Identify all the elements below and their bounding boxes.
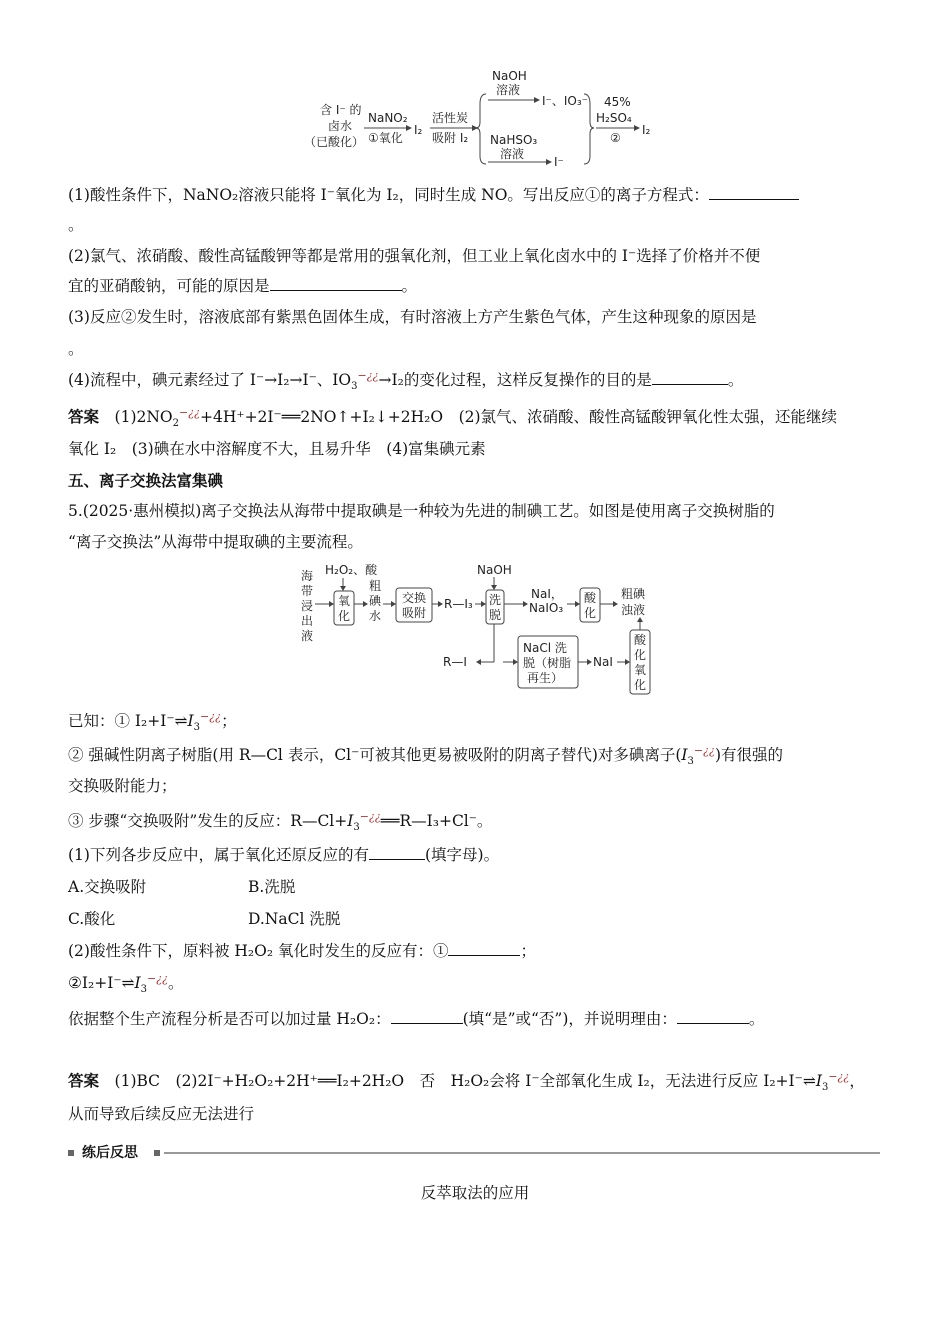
- q1-answer-label: 答案: [68, 407, 100, 426]
- flow2-exchange-1: 交换: [402, 591, 427, 605]
- q5-sub3: [68, 1008, 764, 1030]
- q5-known1-end: ；: [221, 712, 237, 730]
- flow2-nacl-2: 脱（树脂: [523, 656, 572, 670]
- flow2-ri: R—I: [443, 655, 467, 669]
- flow2-arrowhead-k: [625, 659, 630, 665]
- q1-answer-sup: −¿¿: [179, 405, 201, 419]
- flow2-nacl-1: NaCl 洗: [523, 641, 567, 655]
- flow2-arrowhead-a: [329, 601, 334, 607]
- q5-sub3-blank2[interactable]: [677, 1009, 749, 1024]
- q5-known2-sup: −¿¿: [693, 743, 715, 757]
- q5-sub2-end: ；: [520, 942, 536, 960]
- q5-answer-pre: (1)BC (2)2I⁻+H₂O₂+2H⁺══I₂+2H₂O 否 H₂O₂会将 I⁻全部氧化生成 I₂，无法进行反应 I₂+I⁻⇌: [114, 1072, 816, 1090]
- q5-known1: [68, 710, 237, 732]
- q1-part3-line1: (3)反应②发生时，溶液底部有紫黑色固体生成，有时溶液上方产生紫色气体，产生这种现象的原因是: [68, 308, 757, 326]
- flow2-crude-1: 粗: [369, 579, 382, 593]
- q5-option-d[interactable]: D.NaCl 洗脱: [248, 910, 341, 928]
- reflection-divider: [164, 1152, 880, 1154]
- flow1-top-reagent-2: 溶液: [496, 83, 521, 97]
- q5-known2-ion: I: [681, 746, 688, 764]
- section5-heading: 五、离子交换法富集碘: [68, 471, 224, 490]
- q5-sub1-text: (1)下列各步反应中，属于氧化还原反应的有: [68, 846, 369, 864]
- q5-sub2b: [68, 972, 184, 994]
- q5-known3-post: ══R—I₃+Cl⁻。: [380, 812, 493, 830]
- q5-sub1-end: (填字母)。: [424, 846, 500, 864]
- q5-option-c[interactable]: C.酸化: [68, 910, 116, 928]
- flow1-bottom-reagent-1: NaHSO₃: [490, 133, 538, 147]
- flow2-turbid-1: 粗碘: [621, 587, 646, 601]
- q1-part4-end: 。: [727, 371, 744, 389]
- q5-known2-pre: ② 强碱性阴离子树脂(用 R—Cl 表示，Cl⁻可被其他更易被吸附的阴离子替代)对多碘离子(: [68, 746, 682, 764]
- flow2-acid-ox-3: 氧: [634, 663, 647, 677]
- flow2-acid-ox-4: 化: [634, 678, 647, 692]
- flow2-source-3: 浸: [301, 599, 314, 613]
- q1-answer-a: (1)2NO: [114, 408, 173, 426]
- q5-sub3-blank1[interactable]: [391, 1009, 463, 1024]
- q1-line1-end: 。: [68, 216, 84, 234]
- q1-part3-line2: 。: [68, 340, 84, 358]
- flow1-step3-acid: H₂SO₄: [596, 111, 632, 125]
- flow2-naio3: NaIO₃: [529, 601, 564, 615]
- q1-part1-blank[interactable]: [709, 185, 799, 200]
- flow2-arrowhead-c: [391, 601, 396, 607]
- q5-known1-sub: 3: [193, 722, 201, 734]
- q5-options-row1: [68, 876, 296, 898]
- q5-sub2-blank[interactable]: [448, 941, 520, 956]
- flow2-reagent1: H₂O₂、酸: [325, 563, 378, 577]
- q5-sub2b-sup: −¿¿: [147, 971, 169, 985]
- flow1-i2-a: I₂: [414, 123, 423, 137]
- flow2-arrowhead-e: [481, 601, 486, 607]
- q1-part4-pre: (4)流程中，碘元素经过了 I⁻→I₂→I⁻、IO: [68, 371, 352, 389]
- q5-option-a[interactable]: A.交换吸附: [68, 878, 147, 896]
- q1-answer-b: +4H⁺+2I⁻══2NO↑+I₂↓+2H₂O (2)氯气、浓硝酸、酸性高锰酸钾氧化性太强，还能继续: [200, 408, 838, 426]
- reflection-marker-right: [154, 1150, 160, 1156]
- flow1-step3-conc: 45%: [604, 95, 631, 109]
- q1-part1-text: (1)酸性条件下，NaNO₂溶液只能将 I⁻氧化为 I₂，同时生成 NO。写出反应①的离子方程式：: [68, 186, 709, 204]
- q5-known1-sup: −¿¿: [200, 709, 222, 723]
- q5-answer-end: ，: [849, 1072, 865, 1090]
- q5-sub1: [68, 844, 499, 866]
- flow2-arrowhead-h: [613, 601, 618, 607]
- flow2-nai: NaI，: [531, 587, 563, 601]
- q1-part2-line2: [68, 275, 417, 297]
- q5-answer-label: 答案: [68, 1071, 100, 1090]
- flow2-turbid-2: 浊液: [621, 603, 646, 617]
- q5-known2-sub: 3: [687, 756, 694, 768]
- reflection-title: 练后反思: [82, 1145, 138, 1161]
- flow2-arrowhead-g: [575, 601, 580, 607]
- q1-part4-blank[interactable]: [652, 370, 728, 385]
- flow1-arrowhead3: [634, 125, 640, 131]
- flow2-ri3: R—I₃: [444, 597, 473, 611]
- q5-sub2b-end: 。: [168, 974, 184, 992]
- q5-sub2b-sub: 3: [140, 984, 148, 996]
- q5-known3-sub: 3: [353, 822, 360, 834]
- flow2-arrowhead-up: [637, 617, 643, 622]
- reflection-bar: [68, 1143, 880, 1163]
- section5-question-line2: “离子交换法”从海带中提取碘的主要流程。: [68, 533, 363, 551]
- q5-sub3-pre: 依据整个生产流程分析是否可以加过量 H₂O₂：: [68, 1010, 391, 1028]
- q5-known1-ion: I: [187, 712, 194, 730]
- flow1-step1-label: ①氧化: [368, 131, 403, 145]
- q1-part4-line: [68, 369, 743, 391]
- flow2-arrowhead-left: [476, 659, 481, 665]
- q5-option-b[interactable]: B.洗脱: [248, 878, 296, 896]
- q1-answer-line2: 氧化 I₂ (3)碘在水中溶解度不大，且易升华 (4)富集碘元素: [68, 440, 486, 458]
- q5-known2-post: )有很强的: [714, 746, 783, 764]
- flow2-elute-1: 洗: [489, 593, 502, 607]
- flow1-source-line3: （已酸化）: [304, 135, 365, 149]
- flow1-step3-label: ②: [610, 131, 621, 145]
- q1-line1: [68, 184, 799, 206]
- q1-part4-post: →I₂的变化过程，这样反复操作的目的是: [378, 371, 652, 389]
- q5-known2-line2: 交换吸附能力；: [68, 777, 177, 795]
- flow1-bottom-product: I⁻: [554, 155, 564, 169]
- q5-known3-pre: ③ 步骤“交换吸附”发生的反应：R—Cl+: [68, 812, 348, 830]
- q5-answer-sub: 3: [821, 1082, 829, 1094]
- flow2-crude-2: 碘: [369, 594, 382, 608]
- flow-diagram-2: [295, 560, 665, 700]
- q1-part2-line1: (2)氯气、浓硝酸、酸性高锰酸钾等都是常用的强氧化剂，但工业上氧化卤水中的 I⁻选择了价格并不便: [68, 247, 761, 265]
- q5-sub2: [68, 940, 536, 962]
- flow2-oxidize-1: 氧: [338, 594, 351, 608]
- q5-sub2-text: (2)酸性条件下，原料被 H₂O₂ 氧化时发生的反应有：①: [68, 942, 449, 960]
- q5-sub3-mid: (填“是”或“否”)，并说明理由：: [462, 1010, 677, 1028]
- q5-sub2b-pre: ②I₂+I⁻⇌: [68, 974, 135, 992]
- flow2-oxidize-2: 化: [338, 609, 351, 623]
- flow1-source-line2: 卤水: [328, 119, 353, 133]
- q1-part2-end: 。: [401, 277, 418, 295]
- q1-answer-sub: 2: [172, 418, 179, 430]
- flow2-source-2: 带: [301, 584, 314, 598]
- q1-part2-blank[interactable]: [270, 276, 402, 291]
- flow2-nai-2: NaI: [593, 655, 613, 669]
- flow1-arrowhead-top: [534, 97, 540, 103]
- flow1-arrowhead1: [406, 125, 412, 131]
- flow1-step2-reagent: 活性炭: [432, 111, 469, 125]
- flow1-bottom-reagent-2: 溶液: [500, 147, 525, 161]
- q5-answer-line2: 从而导致后续反应无法进行: [68, 1105, 255, 1123]
- flow1-step2-label: 吸附 I₂: [432, 131, 469, 145]
- flow-diagram-1: [290, 64, 670, 174]
- flow2-acid-ox-1: 酸: [634, 633, 647, 647]
- flow2-arrowhead-i: [513, 659, 518, 665]
- flow2-acid-1: 酸: [584, 591, 597, 605]
- flow1-top-product: I⁻、IO₃⁻: [542, 94, 589, 108]
- flow2-arrowhead-b: [363, 601, 368, 607]
- flow1-source-line1: 含 I⁻ 的: [320, 103, 362, 117]
- q5-options-row2: [68, 908, 341, 930]
- flow2-acid-ox-2: 化: [634, 648, 647, 662]
- q1-part2-text: 宜的亚硝酸钠，可能的原因是: [68, 277, 270, 295]
- flow2-acid-2: 化: [584, 606, 597, 620]
- flow2-source-5: 液: [301, 629, 314, 643]
- flow2-naoh: NaOH: [477, 563, 512, 577]
- q5-known2: [68, 744, 783, 766]
- q1-part4-sub: 3: [351, 381, 358, 393]
- section5-question-line1: 5.(2025·惠州模拟)离子交换法从海带中提取碘是一种较为先进的制碘工艺。如图是使用离子交换树脂的: [68, 502, 775, 520]
- flow1-step1-reagent: NaNO₂: [368, 111, 408, 125]
- flow1-i2-b: I₂: [642, 123, 651, 137]
- q5-sub2b-ion: I: [134, 974, 141, 992]
- q5-known3-ion: I: [347, 812, 354, 830]
- flow2-source-4: 出: [301, 614, 314, 628]
- flow2-arrowhead-d: [438, 601, 443, 607]
- flow2-elute-2: 脱: [489, 608, 502, 622]
- q5-sub1-blank[interactable]: [369, 845, 425, 860]
- q1-answer-line1: [68, 406, 837, 428]
- reflection-marker-left: [68, 1150, 74, 1156]
- flow2-arrowhead-f: [523, 601, 528, 607]
- reflection-subtitle: 反萃取法的应用: [420, 1184, 530, 1202]
- flow2-nacl-3: 再生）: [527, 671, 564, 685]
- q1-part4-sup: −¿¿: [357, 368, 379, 382]
- flow2-source-1: 海: [301, 569, 314, 583]
- q5-known3-sup: −¿¿: [359, 809, 381, 823]
- flow2-arrowhead-j: [587, 659, 592, 665]
- flow1-arrowhead-bottom: [546, 159, 552, 165]
- flow2-exchange-2: 吸附: [402, 606, 427, 620]
- q5-known1-pre: 已知：① I₂+I⁻⇌: [68, 712, 188, 730]
- q5-answer-sup: −¿¿: [828, 1069, 850, 1083]
- flow2-crude-3: 水: [369, 609, 382, 623]
- q5-known3: [68, 810, 492, 832]
- q5-sub3-end: 。: [748, 1010, 765, 1028]
- flow1-brace-left: [476, 94, 486, 164]
- flow1-top-reagent-1: NaOH: [492, 69, 527, 83]
- flow2-arrowhead-down1: [340, 586, 346, 591]
- q5-answer-ion: I: [815, 1072, 822, 1090]
- q5-answer-line1: [68, 1070, 865, 1092]
- flow2-arrowhead-down2: [491, 585, 497, 590]
